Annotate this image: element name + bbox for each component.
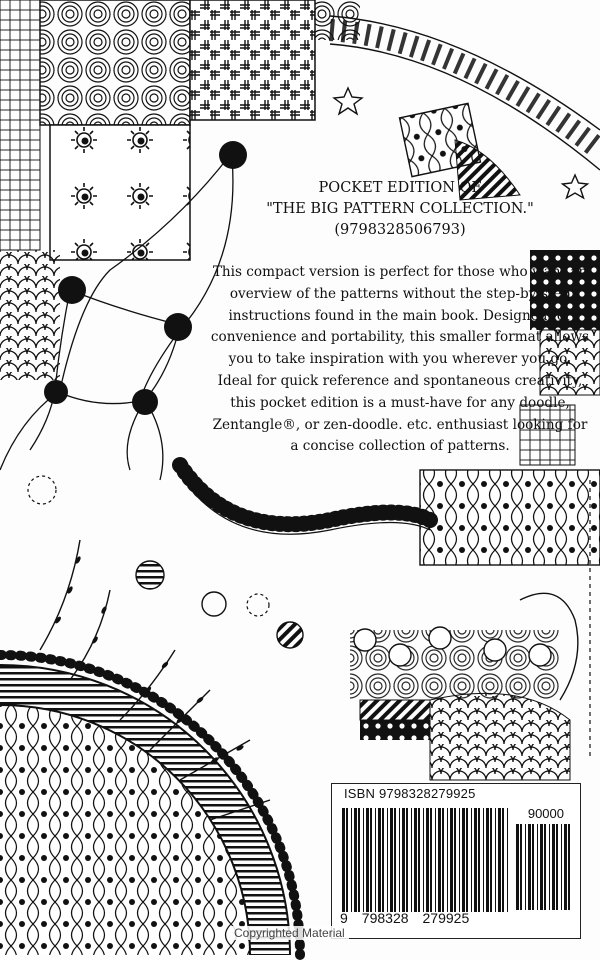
barcode-bar xyxy=(525,824,526,910)
isbn-digit-group: 279925 xyxy=(422,910,470,926)
isbn-label: ISBN 9798328279925 xyxy=(344,786,476,801)
barcode-bar xyxy=(552,824,555,910)
barcode-bar xyxy=(459,808,460,912)
barcode-bar xyxy=(382,808,384,912)
barcode-bar xyxy=(366,808,369,912)
barcode-bar xyxy=(549,824,550,910)
barcode-bar xyxy=(507,808,508,912)
barcode-bar xyxy=(450,808,453,912)
barcode-bar xyxy=(561,824,562,910)
barcode-bar xyxy=(375,808,376,912)
barcode-bar xyxy=(342,808,345,912)
barcode-bar xyxy=(537,824,538,910)
barcode-bar xyxy=(426,808,429,912)
barcode-bar xyxy=(471,808,472,912)
barcode-bar xyxy=(486,808,489,912)
barcode-bar xyxy=(540,824,543,910)
barcode-bar xyxy=(406,808,408,912)
barcode-bar xyxy=(346,808,348,912)
isbn-digits xyxy=(340,910,510,926)
barcode-bar xyxy=(466,808,468,912)
barcode-bar xyxy=(478,808,480,912)
title-line: "THE BIG PATTERN COLLECTION." xyxy=(266,201,534,217)
isbn-barcode xyxy=(331,783,581,939)
barcode-bar xyxy=(474,808,477,912)
barcode-bar xyxy=(435,808,436,912)
barcode-bar xyxy=(520,824,522,910)
barcode-bar xyxy=(564,824,567,910)
barcode-bar xyxy=(447,808,448,912)
barcode-bar xyxy=(532,824,534,910)
barcode-bar xyxy=(390,808,393,912)
barcode-bar xyxy=(354,808,357,912)
price-code: 90000 xyxy=(527,806,564,821)
barcode-addon-bars xyxy=(516,824,572,910)
barcode-bar xyxy=(370,808,372,912)
barcode-bar xyxy=(528,824,531,910)
title-line: POCKET EDITION OF xyxy=(318,180,482,196)
barcode-bar xyxy=(402,808,405,912)
barcode-bar xyxy=(399,808,400,912)
barcode-bar xyxy=(556,824,558,910)
barcode-bar xyxy=(462,808,465,912)
barcode-bar xyxy=(358,808,360,912)
barcode-bar xyxy=(430,808,432,912)
barcode-bar xyxy=(544,824,546,910)
barcode-bar xyxy=(414,808,417,912)
barcode-bars xyxy=(342,808,510,912)
barcode-bar xyxy=(411,808,412,912)
barcode-bar xyxy=(495,808,496,912)
copyright-watermark: Copyrighted Material xyxy=(230,926,349,940)
isbn-digit-group: 798328 xyxy=(361,910,409,926)
barcode-bar xyxy=(387,808,388,912)
barcode-bar xyxy=(483,808,484,912)
barcode-bar xyxy=(351,808,352,912)
isbn-digit-group: 9 xyxy=(340,910,348,926)
barcode-bar xyxy=(363,808,364,912)
title-block xyxy=(210,178,590,241)
barcode-bar xyxy=(490,808,492,912)
barcode-bar xyxy=(516,824,519,910)
barcode-bar xyxy=(568,824,570,910)
barcode-bar xyxy=(423,808,424,912)
barcode-bar xyxy=(378,808,381,912)
barcode-bar xyxy=(418,808,420,912)
barcode-bar xyxy=(454,808,456,912)
description-text: This compact version is perfect for those who want an overview of the patterns without the step-by-step instructions found in the main book. Designed for convenience and portability, this smaller format allows you to take inspiration with you wherever you go. Ideal for quick reference and spontaneous creativity, this pocket edition is a must-have for any doodle, Zentangle®, or zen-doodle. etc. enthusiast looking for a concise collection of patterns. xyxy=(210,264,590,455)
title-line: (9798328506793) xyxy=(334,222,466,238)
barcode-bar xyxy=(442,808,444,912)
barcode-bar xyxy=(498,808,501,912)
barcode-bar xyxy=(502,808,504,912)
barcode-bar xyxy=(394,808,396,912)
barcode-bar xyxy=(438,808,441,912)
